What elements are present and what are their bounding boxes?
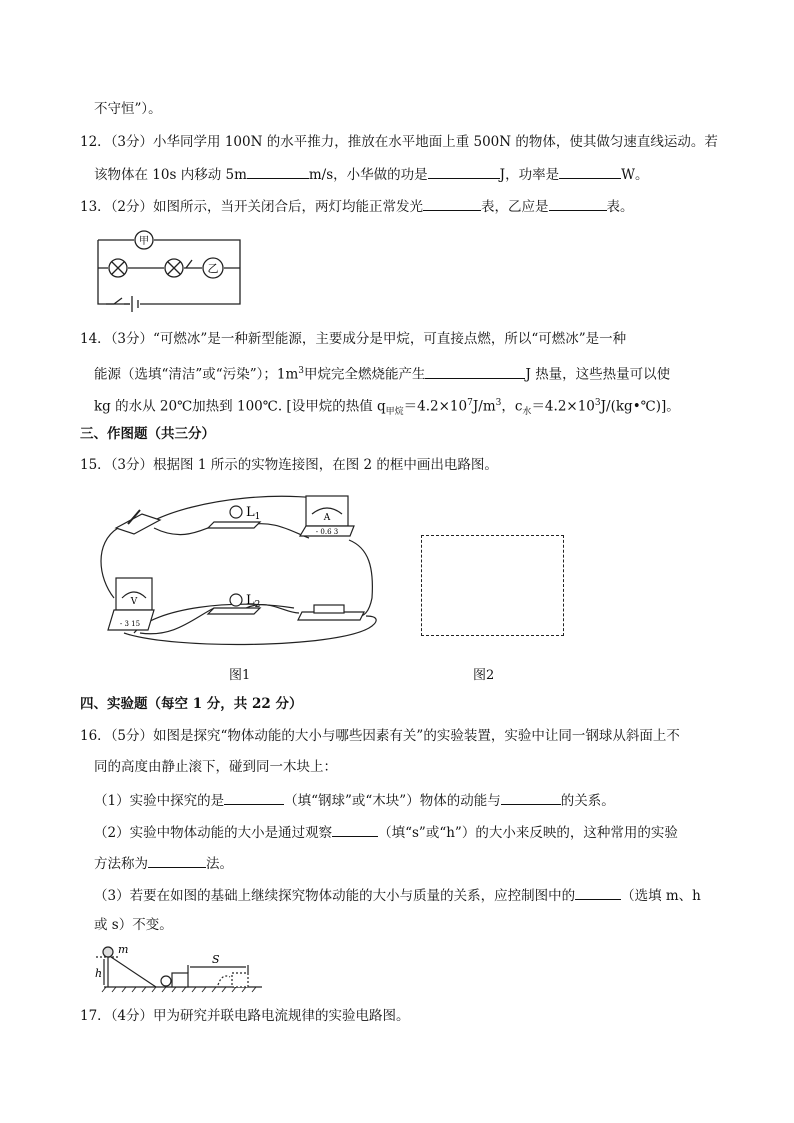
q16-part3: （3）若要在如图的基础上继续探究物体动能的大小与质量的关系，应控制图中的 （选填 m、h bbox=[94, 885, 701, 905]
meter-jia-label: 甲 bbox=[139, 236, 149, 247]
q14-line2: 能源（选填“清洁”或“污染”）；$1m^3$甲烷完全燃烧能产生 J 热量，这些热量可以使 bbox=[94, 362, 670, 384]
answer-blank[interactable] bbox=[148, 853, 206, 868]
lamp-icon bbox=[230, 506, 242, 518]
q12-line2: 该物体在 10s 内移动 5m m/s，小华做的功是 J，功率是 W。 bbox=[94, 164, 648, 184]
motion-trace bbox=[218, 976, 230, 985]
question-score: （3分） bbox=[110, 331, 154, 347]
figure1-caption: 图1 bbox=[229, 668, 251, 683]
battery-icon bbox=[132, 296, 138, 312]
lamp-base bbox=[208, 608, 260, 614]
ramp-icon bbox=[108, 955, 156, 987]
figure2-caption: 图2 bbox=[473, 668, 495, 683]
q14-line3: kg 的水从 20℃加热到 100℃. [设甲烷的热值 $q_{甲烷}=4.2\times 10^7J/m^3$，$c_水=4.2\times 10^3J/(kg•℃)$]。 bbox=[94, 398, 680, 418]
question-score: （2分） bbox=[110, 199, 154, 215]
label-h: h bbox=[95, 967, 103, 980]
answer-blank[interactable] bbox=[224, 790, 284, 805]
answer-blank[interactable] bbox=[428, 164, 500, 179]
section-heading: 四、实验题（每空 1 分，共 22 分） bbox=[80, 696, 303, 712]
ammeter-symbol: A bbox=[323, 513, 331, 523]
question-score: （4分） bbox=[110, 1008, 154, 1024]
section-heading: 三、作图题（共三分） bbox=[80, 426, 215, 442]
answer-blank[interactable] bbox=[247, 164, 309, 179]
answer-blank[interactable] bbox=[332, 822, 378, 837]
q12-line1: 12．（3分）小华同学用 100N 的水平推力，推放在水平地面上重 500N 的物体，使其做匀速直线运动。若 bbox=[80, 134, 718, 150]
switch-icon bbox=[106, 298, 130, 304]
lamp-l1-label: $L_1$ bbox=[246, 505, 261, 522]
wood-block-icon bbox=[172, 973, 188, 987]
q16-line2: 同的高度由静止滚下，碰到同一木块上： bbox=[94, 759, 337, 775]
question-number: 17． bbox=[80, 1008, 111, 1024]
answer-blank[interactable] bbox=[423, 196, 481, 211]
steel-ball-icon bbox=[103, 947, 113, 957]
question-score: （3分） bbox=[110, 134, 154, 150]
answer-blank[interactable] bbox=[549, 196, 607, 211]
q16-part1: （1）实验中探究的是 （填“钢球”或“木块”）物体的动能与 的关系。 bbox=[94, 790, 615, 810]
answer-blank[interactable] bbox=[501, 790, 561, 805]
wood-block-moved-icon bbox=[232, 973, 248, 987]
q15-line1: 15．（3分）根据图 1 所示的实物连接图，在图 2 的框中画出电路图。 bbox=[80, 457, 498, 473]
distance-arrow bbox=[188, 965, 248, 973]
question-number: 14． bbox=[80, 331, 111, 347]
figure2-answer-box[interactable] bbox=[421, 535, 564, 636]
battery-icon bbox=[314, 605, 344, 613]
label-m: m bbox=[118, 943, 129, 956]
answer-blank[interactable] bbox=[559, 164, 621, 179]
q17-line1: 17．（4分）甲为研究并联电路电流规律的实验电路图。 bbox=[80, 1008, 410, 1024]
q14-line1: 14．（3分）“可燃冰”是一种新型能源，主要成分是甲烷，可直接点燃，所以“可燃冰”是一种 bbox=[80, 331, 627, 347]
question-number: 16． bbox=[80, 728, 111, 744]
question-score: （5分） bbox=[110, 728, 154, 744]
question-score: （3分） bbox=[110, 457, 154, 473]
answer-blank[interactable] bbox=[425, 364, 525, 379]
meter-yi-label: 乙 bbox=[207, 262, 219, 275]
q11-tail: 不守恒”）。 bbox=[94, 101, 162, 117]
question-number: 12． bbox=[80, 134, 111, 150]
lamp-icon bbox=[230, 594, 242, 606]
q16-part2: （2）实验中物体动能的大小是通过观察 （填“s”或“h”）的大小来反映的，这种常用的实验 bbox=[94, 822, 678, 842]
figure1-physical-circuit bbox=[94, 488, 384, 658]
q16-ramp-figure bbox=[94, 943, 264, 993]
label-s: S bbox=[212, 953, 220, 966]
question-number: 13． bbox=[80, 199, 111, 215]
q16-part3-cont: 或 s）不变。 bbox=[94, 917, 173, 933]
circuit-wire bbox=[154, 526, 214, 535]
lamp-base bbox=[208, 522, 260, 528]
q16-line1: 16．（5分）如图是探究“物体动能的大小与哪些因素有关”的实验装置，实验中让同一钢球从斜面上不 bbox=[80, 728, 680, 744]
steel-ball-icon bbox=[161, 976, 171, 986]
circuit-wire bbox=[186, 260, 192, 268]
switch-base bbox=[116, 514, 160, 534]
voltmeter-symbol: V bbox=[130, 597, 138, 607]
question-number: 15． bbox=[80, 457, 111, 473]
circuit-wire bbox=[349, 540, 372, 618]
voltmeter-terminals: - 3 15 bbox=[119, 620, 141, 628]
q13-line1: 13．（2分）如图所示，当开关闭合后，两灯均能正常发光 表，乙应是 表。 bbox=[80, 196, 634, 216]
lamp-l2-label: $L_2$ bbox=[246, 593, 261, 610]
ammeter-terminals: - 0.6 3 bbox=[315, 528, 339, 536]
q13-circuit-figure bbox=[94, 230, 244, 310]
ground-hatch bbox=[102, 987, 256, 992]
answer-blank[interactable] bbox=[575, 885, 621, 900]
q16-part2-cont: 方法称为 法。 bbox=[94, 853, 233, 873]
